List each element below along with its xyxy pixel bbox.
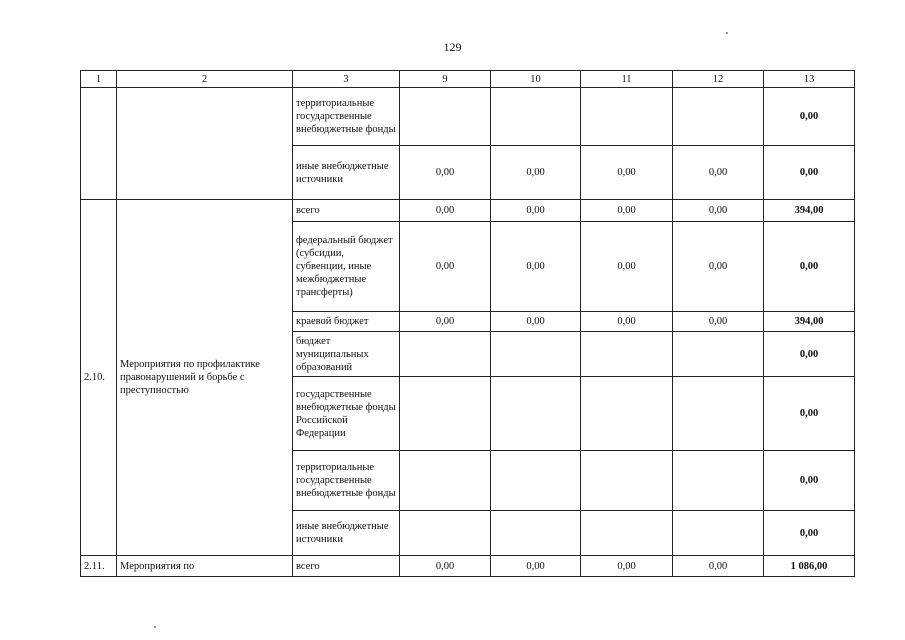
value-cell-col-11 bbox=[581, 377, 673, 451]
total-cell: 0,00 bbox=[764, 88, 855, 146]
value-cell-col-9 bbox=[400, 332, 491, 377]
total-cell: 0,00 bbox=[764, 222, 855, 312]
value-cell-col-10: 0,00 bbox=[491, 222, 581, 312]
value-cell-col-12 bbox=[673, 451, 764, 511]
table-row bbox=[81, 200, 855, 222]
value-cell-col-9: 0,00 bbox=[400, 222, 491, 312]
value-cell-col-9: 0,00 bbox=[400, 312, 491, 332]
header-col-12: 12 bbox=[673, 71, 764, 88]
total-cell: 0,00 bbox=[764, 332, 855, 377]
value-cell-col-10 bbox=[491, 451, 581, 511]
value-cell-col-12 bbox=[673, 88, 764, 146]
source-cell: бюджет муниципальных образований bbox=[293, 332, 400, 377]
total-cell: 0,00 bbox=[764, 511, 855, 556]
total-cell: 394,00 bbox=[764, 312, 855, 332]
value-cell-col-9 bbox=[400, 451, 491, 511]
item-name-2-11: Мероприятия по bbox=[117, 556, 293, 577]
item-name-2-10: Мероприятия по профилактике правонарушений и борьбе с преступностью bbox=[117, 200, 293, 556]
total-cell: 0,00 bbox=[764, 451, 855, 511]
value-cell-col-11 bbox=[581, 88, 673, 146]
page-number: 129 bbox=[443, 40, 462, 54]
value-cell-col-12: 0,00 bbox=[673, 556, 764, 577]
value-cell-col-11 bbox=[581, 511, 673, 556]
budget-table bbox=[80, 70, 855, 577]
table-row bbox=[81, 556, 855, 577]
value-cell-col-12: 0,00 bbox=[673, 146, 764, 200]
item-code-2-11: 2.11. bbox=[81, 556, 117, 577]
code-cell-continued bbox=[81, 88, 117, 200]
source-cell: иные внебюджетные источники bbox=[293, 146, 400, 200]
value-cell-col-10 bbox=[491, 377, 581, 451]
header-col-13: 13 bbox=[764, 71, 855, 88]
value-cell-col-11: 0,00 bbox=[581, 312, 673, 332]
value-cell-col-9: 0,00 bbox=[400, 556, 491, 577]
header-col-3: 3 bbox=[293, 71, 400, 88]
source-cell: государственные внебюджетные фонды Российской Федерации bbox=[293, 377, 400, 451]
item-code-2-10: 2.10. bbox=[81, 200, 117, 556]
source-cell: краевой бюджет bbox=[293, 312, 400, 332]
value-cell-col-11: 0,00 bbox=[581, 146, 673, 200]
header-col-9: 9 bbox=[400, 71, 491, 88]
scan-speck bbox=[726, 32, 728, 34]
value-cell-col-9 bbox=[400, 511, 491, 556]
value-cell-col-12 bbox=[673, 511, 764, 556]
value-cell-col-11: 0,00 bbox=[581, 222, 673, 312]
value-cell-col-11: 0,00 bbox=[581, 200, 673, 222]
value-cell-col-9: 0,00 bbox=[400, 200, 491, 222]
value-cell-col-10: 0,00 bbox=[491, 312, 581, 332]
source-cell: территориальные государственные внебюджетные фонды bbox=[293, 88, 400, 146]
value-cell-col-10 bbox=[491, 332, 581, 377]
header-col-1: 1 bbox=[81, 71, 117, 88]
source-cell: федеральный бюджет (субсидии, субвенции, иные межбюджетные трансферты) bbox=[293, 222, 400, 312]
value-cell-col-12: 0,00 bbox=[673, 222, 764, 312]
total-cell: 0,00 bbox=[764, 146, 855, 200]
header-col-11: 11 bbox=[581, 71, 673, 88]
value-cell-col-10: 0,00 bbox=[491, 146, 581, 200]
header-col-10: 10 bbox=[491, 71, 581, 88]
value-cell-col-9 bbox=[400, 88, 491, 146]
value-cell-col-11 bbox=[581, 332, 673, 377]
scan-speck bbox=[154, 626, 156, 628]
value-cell-col-11 bbox=[581, 451, 673, 511]
value-cell-col-9 bbox=[400, 377, 491, 451]
source-cell: всего bbox=[293, 200, 400, 222]
value-cell-col-10: 0,00 bbox=[491, 200, 581, 222]
source-cell: всего bbox=[293, 556, 400, 577]
value-cell-col-10 bbox=[491, 511, 581, 556]
value-cell-col-12: 0,00 bbox=[673, 312, 764, 332]
value-cell-col-12: 0,00 bbox=[673, 200, 764, 222]
source-cell: территориальные государственные внебюджетные фонды bbox=[293, 451, 400, 511]
header-col-2: 2 bbox=[117, 71, 293, 88]
event-cell-continued bbox=[117, 88, 293, 200]
value-cell-col-9: 0,00 bbox=[400, 146, 491, 200]
value-cell-col-11: 0,00 bbox=[581, 556, 673, 577]
source-cell: иные внебюджетные источники bbox=[293, 511, 400, 556]
total-cell: 1 086,00 bbox=[764, 556, 855, 577]
value-cell-col-10 bbox=[491, 88, 581, 146]
total-cell: 394,00 bbox=[764, 200, 855, 222]
value-cell-col-10: 0,00 bbox=[491, 556, 581, 577]
header-row bbox=[81, 71, 855, 88]
total-cell: 0,00 bbox=[764, 377, 855, 451]
value-cell-col-12 bbox=[673, 332, 764, 377]
table-row bbox=[81, 88, 855, 146]
value-cell-col-12 bbox=[673, 377, 764, 451]
